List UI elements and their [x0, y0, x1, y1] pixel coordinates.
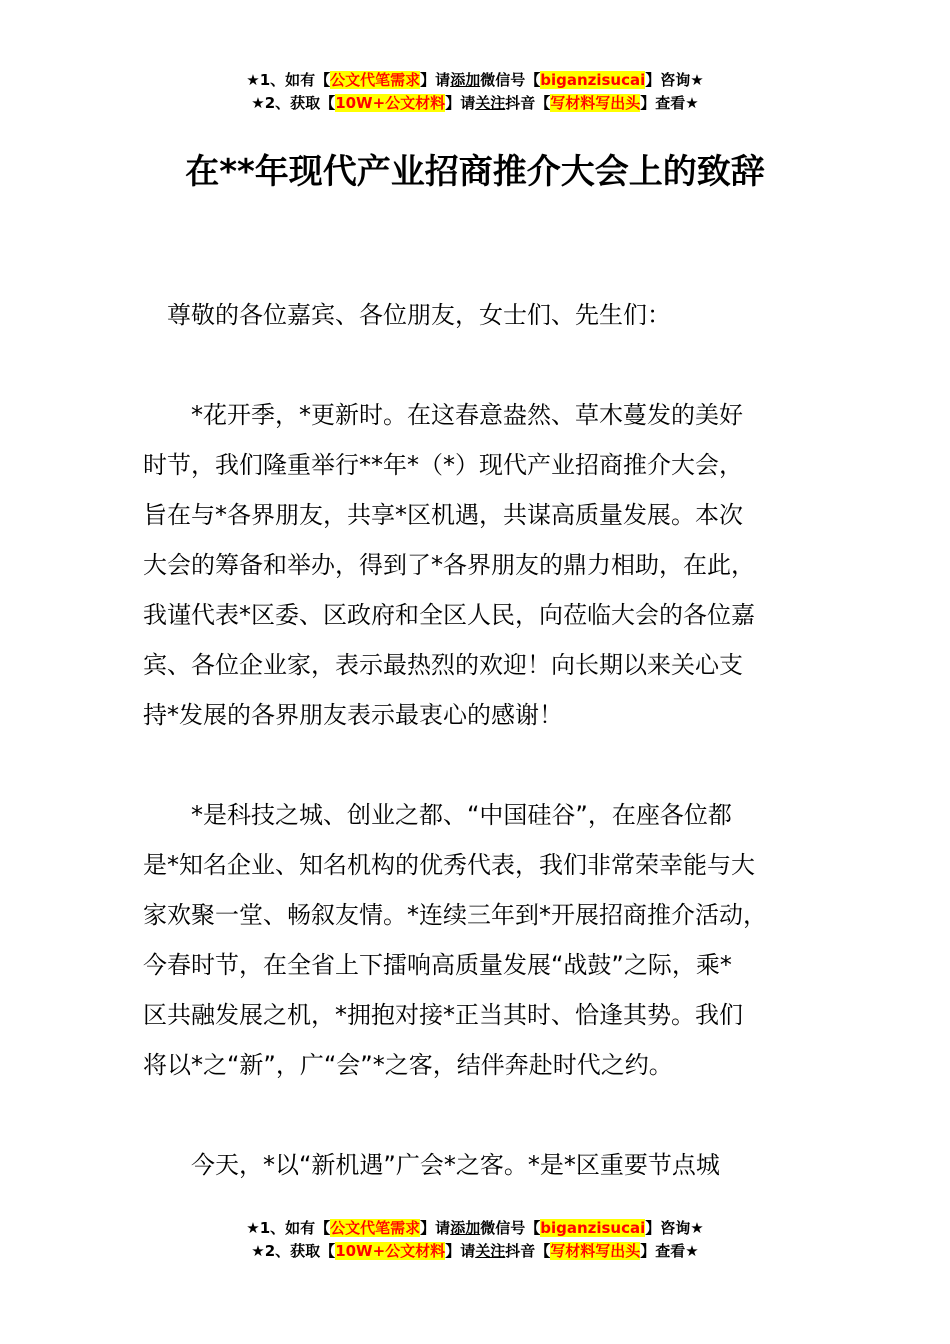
banner-text: 】请	[445, 94, 476, 112]
highlight-text: 10W+公文材料	[335, 1242, 446, 1260]
banner-text: 微信号【	[480, 1219, 541, 1237]
text-line: 尊敬的各位嘉宾、各位朋友，女士们、先生们：	[143, 301, 671, 329]
banner-text: 抖音【	[505, 1242, 551, 1260]
highlight-text: 公文代笔需求	[330, 71, 421, 89]
header-banner	[0, 69, 950, 115]
wechat-id: biganzisucai	[540, 1219, 646, 1237]
banner-text: 】查看★	[640, 94, 699, 112]
text-line: *花开季，*更新时。在这春意盎然、草木蔓发的美好	[143, 401, 743, 429]
document-body	[143, 290, 833, 1240]
banner-text: 抖音【	[505, 94, 551, 112]
text-line: 将以*之“新”，广“会”*之客，结伴奔赴时代之约。	[143, 1051, 673, 1079]
text-line: 家欢聚一堂、畅叙友情。*连续三年到*开展招商推介活动，	[143, 901, 767, 929]
text-line: 今天，*以“新机遇”广会*之客。*是*区重要节点城	[143, 1151, 720, 1179]
paragraph	[143, 390, 833, 740]
underlined-text: 关注	[475, 1242, 506, 1260]
banner-text: 微信号【	[480, 71, 541, 89]
banner-text: 】咨询★	[645, 1219, 704, 1237]
banner-text: ★1、如有【	[246, 1219, 331, 1237]
banner-line-1	[0, 69, 950, 92]
banner-text: 】请	[420, 71, 451, 89]
text-line: *是科技之城、创业之都、“中国硅谷”，在座各位都	[143, 801, 732, 829]
douyin-id: 写材料写出头	[550, 1242, 641, 1260]
paragraph	[143, 790, 833, 1090]
banner-text: 】请	[445, 1242, 476, 1260]
text-line: 持*发展的各界朋友表示最衷心的感谢！	[143, 701, 563, 729]
text-line: 时节，我们隆重举行**年*（*）现代产业招商推介大会，	[143, 451, 743, 479]
underlined-text: 添加	[450, 1219, 481, 1237]
banner-text: ★2、获取【	[251, 1242, 336, 1260]
banner-line-2	[0, 1240, 950, 1263]
banner-text: 】咨询★	[645, 71, 704, 89]
paragraph	[143, 1140, 833, 1190]
banner-text: ★2、获取【	[251, 94, 336, 112]
document-title: 在**年现代产业招商推介大会上的致辞	[185, 152, 765, 192]
text-line: 宾、各位企业家，表示最热烈的欢迎！向长期以来关心支	[143, 651, 743, 679]
footer-banner	[0, 1217, 950, 1263]
underlined-text: 添加	[450, 71, 481, 89]
text-line: 旨在与*各界朋友，共享*区机遇，共谋高质量发展。本次	[143, 501, 743, 529]
banner-text: 】查看★	[640, 1242, 699, 1260]
paragraph-salutation	[143, 290, 833, 340]
wechat-id: biganzisucai	[540, 71, 646, 89]
text-line: 大会的筹备和举办，得到了*各界朋友的鼎力相助，在此，	[143, 551, 755, 579]
banner-line-2	[0, 92, 950, 115]
text-line: 区共融发展之机，*拥抱对接*正当其时、恰逢其势。我们	[143, 1001, 743, 1029]
text-line: 今春时节，在全省上下擂响高质量发展“战鼓”之际，乘*	[143, 951, 732, 979]
text-line: 我谨代表*区委、区政府和全区人民，向莅临大会的各位嘉	[143, 601, 755, 629]
highlight-text: 公文代笔需求	[330, 1219, 421, 1237]
underlined-text: 关注	[475, 94, 506, 112]
douyin-id: 写材料写出头	[550, 94, 641, 112]
banner-text: 】请	[420, 1219, 451, 1237]
banner-text: ★1、如有【	[246, 71, 331, 89]
banner-line-1	[0, 1217, 950, 1240]
text-line: 是*知名企业、知名机构的优秀代表，我们非常荣幸能与大	[143, 851, 755, 879]
highlight-text: 10W+公文材料	[335, 94, 446, 112]
